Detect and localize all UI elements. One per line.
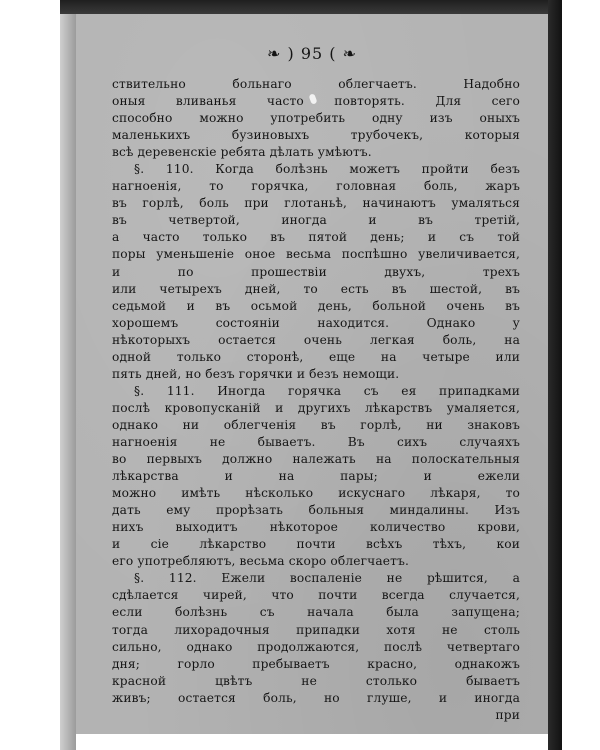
text-line: въ горлѣ, боль при глотаньѣ, начинаютъ умаляться xyxy=(112,196,520,211)
scan-border-top xyxy=(60,0,560,14)
text-line: нагноенія не бываетъ. Въ сихъ случаяхъ xyxy=(112,434,520,449)
book-page xyxy=(76,14,548,734)
text-line: во первыхъ должно належать на полоскательныя xyxy=(112,452,520,467)
text-line: и по прошествіи двухъ, трехъ xyxy=(112,264,520,279)
text-line: §. 110. Когда болѣзнь можетъ пройти безъ xyxy=(134,162,520,177)
text-line: нѣкоторыхъ остается очень легкая боль, на xyxy=(112,332,520,347)
page-number-header: ❧ ) 95 ( ❧ xyxy=(267,44,357,63)
text-line: и сіе лѣкарство почти всѣхъ тѣхъ, кои xyxy=(112,537,520,552)
text-line: сильно, однако продолжаются, послѣ четвертаго xyxy=(112,639,520,654)
text-line: седьмой и въ осьмой день, больной очень въ xyxy=(112,298,520,313)
text-line: поры уменьшеніе оное весьма поспѣшно увеличивается, xyxy=(112,247,520,262)
text-line: нагноенія, то горячка, головная боль, жаръ xyxy=(112,179,520,194)
text-line: ствительно больнаго облегчаетъ. Надобно xyxy=(112,77,520,91)
text-line: дать ему прорѣзать больныя миндалины. Изъ xyxy=(112,503,520,518)
text-line: или четырехъ дней, то есть въ шестой, въ xyxy=(112,281,520,296)
text-line: въ четвертой, иногда и въ третій, xyxy=(112,213,520,228)
text-line: можно имѣть нѣсколько искуснаго лѣкаря, то xyxy=(112,486,520,501)
page-body-text xyxy=(112,76,520,724)
text-line: одной только сторонѣ, еще на четыре или xyxy=(112,349,520,364)
text-line: хорошемъ состояніи находится. Однако у xyxy=(112,315,520,330)
text-line: пять дней, но безъ горячки и безъ немощи. xyxy=(112,366,400,381)
text-line: сдѣлается чирей, что почти всегда случается, xyxy=(112,588,520,603)
text-line: красной цвѣтъ не столько бываетъ xyxy=(112,673,520,688)
text-line: нихъ выходитъ нѣкоторое количество крови, xyxy=(112,520,520,535)
text-line: послѣ кровопусканій и другихъ лѣкарствъ умаляется, xyxy=(112,400,520,415)
text-line: способно можно употребить одну изъ оныхъ xyxy=(112,111,520,126)
text-line: лѣкарства и на пары; и ежели xyxy=(112,469,520,484)
scan-border-right xyxy=(548,0,562,750)
text-line: дня; горло пребываетъ красно, однакожъ xyxy=(112,656,520,671)
text-line: если болѣзнь съ начала была запущена; xyxy=(112,605,520,620)
text-line: оныя вливанья часто повторять. Для сего xyxy=(112,94,520,109)
text-line: живъ; остается боль, но глуше, и иногда xyxy=(112,690,520,705)
text-line: а часто только въ пятой день; и съ той xyxy=(112,230,520,245)
text-line: тогда лихорадочныя припадки хотя не столь xyxy=(112,622,520,637)
scan-border-left xyxy=(60,0,76,750)
text-line: однако ни облегченія въ горлѣ, ни знаковъ xyxy=(112,417,520,432)
text-line: его употребляютъ, весьма скоро облегчаетъ. xyxy=(112,554,409,569)
text-line: §. 111. Иногда горячка съ ея припадками xyxy=(134,383,520,398)
text-line: §. 112. Ежели воспаленіе не рѣшится, а xyxy=(134,571,520,586)
text-line: всѣ деревенскіе ребята дѣлать умѣютъ. xyxy=(112,145,372,160)
catchword: при xyxy=(495,707,520,722)
text-line: маленькихъ бузиновыхъ трубочекъ, которыя xyxy=(112,128,520,143)
